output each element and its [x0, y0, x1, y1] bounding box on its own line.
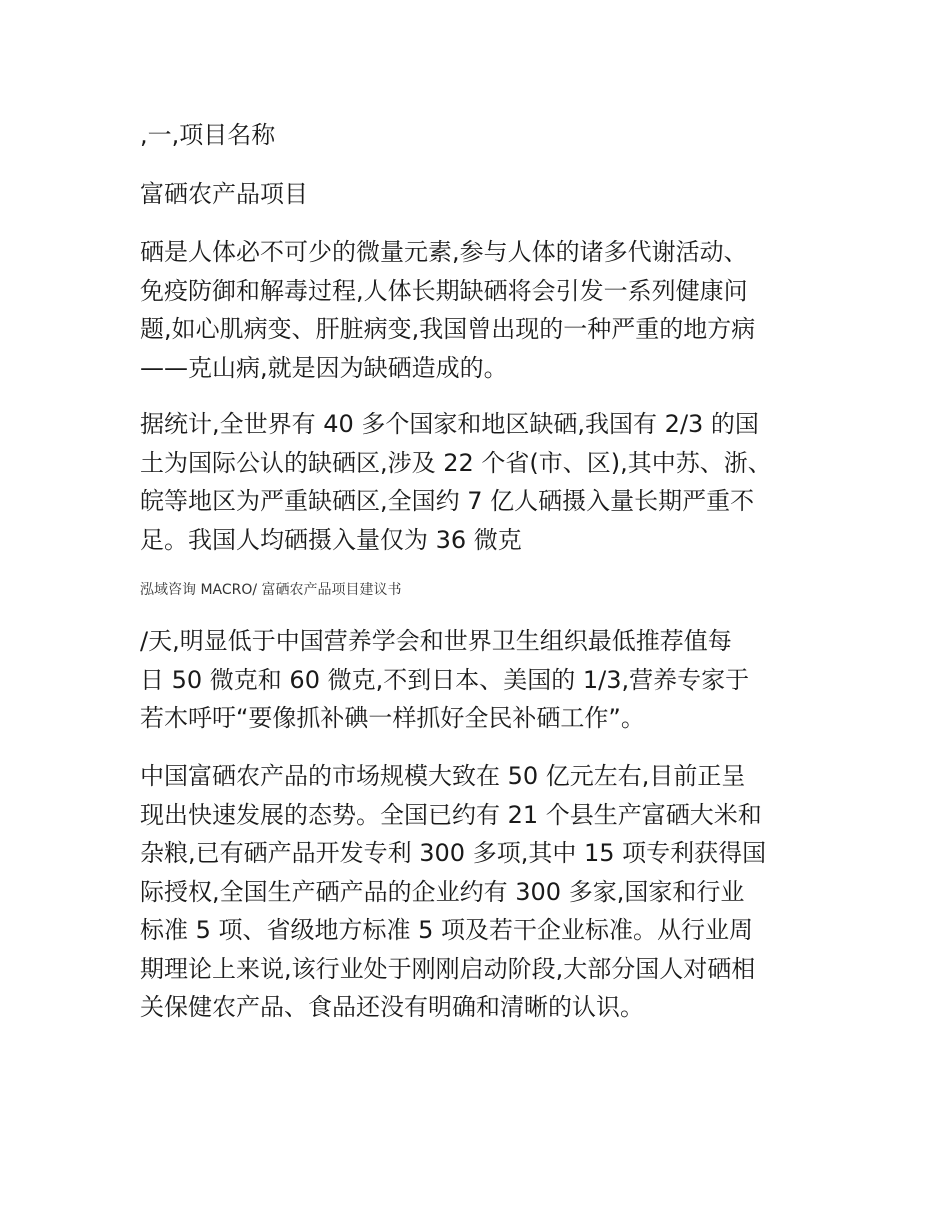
paragraph-line: 标准 5 项、省级地方标准 5 项及若干企业标准。从行业周	[140, 916, 754, 944]
paragraph-line: 关保健农产品、食品还没有明确和清晰的认识。	[140, 993, 644, 1021]
paragraph-selenium-intro	[140, 233, 820, 387]
paragraph-line: 日 50 微克和 60 微克,不到日本、美国的 1/3,营养专家于	[140, 665, 750, 694]
section-heading: ,一,项目名称	[140, 121, 276, 149]
page-footer: 泓域咨询 MACRO/ 富硒农产品项目建议书	[140, 582, 402, 598]
paragraph-line: 期理论上来说,该行业处于刚刚启动阶段,大部分国人对硒相	[140, 954, 756, 983]
paragraph-line: 中国富硒农产品的市场规模大致在 50 亿元左右,目前正呈	[140, 762, 746, 790]
paragraph-statistics	[140, 405, 820, 559]
paragraph-line: 免疫防御和解毒过程,人体长期缺硒将会引发一系列健康问	[140, 276, 748, 305]
paragraph-line: ——克山病,就是因为缺硒造成的。	[140, 353, 508, 382]
paragraph-line: 土为国际公认的缺硒区,涉及 22 个省(市、区),其中苏、浙、	[140, 448, 772, 477]
paragraph-recommendation	[140, 622, 820, 738]
paragraph-line: 足。我国人均硒摄入量仅为 36 微克	[140, 525, 522, 554]
project-title: 富硒农产品项目	[140, 180, 308, 208]
paragraph-line: 硒是人体必不可少的微量元素,参与人体的诸多代谢活动、	[140, 238, 748, 266]
paragraph-line: 皖等地区为严重缺硒区,全国约 7 亿人硒摄入量长期严重不	[140, 487, 755, 515]
paragraph-line: 杂粮,已有硒产品开发专利 300 多项,其中 15 项专利获得国	[140, 839, 767, 867]
paragraph-line: 据统计,全世界有 40 多个国家和地区缺硒,我国有 2/3 的国	[140, 410, 759, 438]
paragraph-line: 若木呼吁“要像抓补碘一样抓好全民补硒工作”。	[140, 704, 645, 732]
paragraph-line: 际授权,全国生产硒产品的企业约有 300 多家,国家和行业	[140, 877, 745, 906]
paragraph-market	[140, 757, 820, 1027]
paragraph-line: 现出快速发展的态势。全国已约有 21 个县生产富硒大米和	[140, 800, 762, 829]
paragraph-line: 题,如心肌病变、肝脏病变,我国曾出现的一种严重的地方病	[140, 315, 756, 343]
paragraph-line: /天,明显低于中国营养学会和世界卫生组织最低推荐值每	[140, 627, 732, 655]
